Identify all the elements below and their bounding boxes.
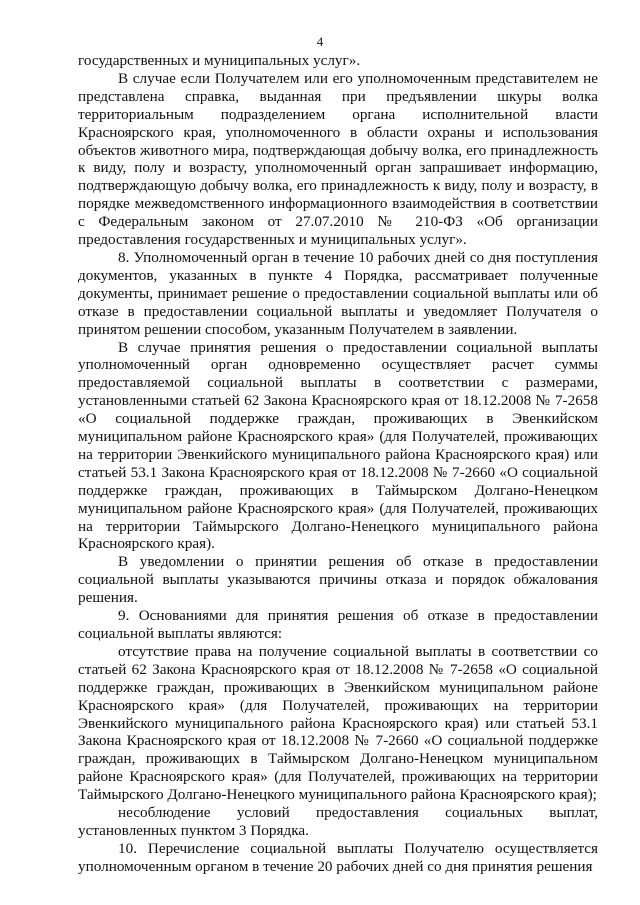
paragraph: отсутствие права на получение социальной выплаты в соответствии со статьей 62 Закона Красноярского края от 18.12.2008 № 7-2658 «О социальной поддержке граждан, проживающих в Эвенкийском муниципальном районе Красноярского края» (для Получателей, проживающих на территории Эвенкийского муниципального района Красноярского края) или статьей 53.1 Закона Красноярского края от 18.12.2008 № 7-2660 «О социальной поддержке граждан, проживающих в Таймырском Долгано-Ненецком муниципальном районе Красноярского края» (для Получателей, проживающих на территории Таймырского Долгано-Ненецкого муниципального района Красноярского края); bbox=[78, 642, 598, 804]
paragraph: 10. Перечисление социальной выплаты Получателю осуществляется уполномоченным органом в течение 20 рабочих дней со дня принятия решения bbox=[78, 839, 598, 875]
paragraph: В случае принятия решения о предоставлении социальной выплаты уполномоченный орган одновременно осуществляет расчет суммы предоставляемой социальной выплаты в соответствии с размерами, установленными статьей 62 Закона Красноярского края от 18.12.2008 № 7-2658 «О социальной поддержке граждан, проживающих в Эвенкийском муниципальном районе Красноярского края» (для Получателей, проживающих на территории Эвенкийского муниципального района Красноярского края) или статьей 53.1 Закона Красноярского края от 18.12.2008 № 7-2660 «О социальной поддержке граждан, проживающих в Таймырском Долгано-Ненецком муниципальном районе Красноярского края» (для Получателей, проживающих на территории Таймырского Долгано-Ненецкого муниципального района Красноярского края). bbox=[78, 338, 598, 553]
paragraph: несоблюдение условий предоставления социальных выплат, установленных пунктом 3 Порядка. bbox=[78, 804, 598, 839]
paragraph: В случае если Получателем или его уполномоченным представителем не представлена справка, выданная при предъявлении шкуры волка территориальным подразделением органа исполнительной власти Красноярского края, уполномоченного в области охраны и использования объектов животного мира, подтверждающая добычу волка, его принадлежность к виду, полу и возрасту, уполномоченный орган запрашивает информацию, подтверждающую добычу волка, его принадлежность к виду, полу и возрасту, в порядке межведомственного информационного взаимодействия в соответствии с Федеральным законом от 27.07.2010 № 210-ФЗ «Об организации предоставления государственных и муниципальных услуг». bbox=[78, 69, 598, 249]
paragraph: государственных и муниципальных услуг». bbox=[78, 52, 361, 69]
paragraph: В уведомлении о принятии решения об отказе в предоставлении социальной выплаты указываются причины отказа и порядок обжалования решения. bbox=[78, 553, 598, 607]
document-body bbox=[78, 52, 598, 876]
page-number: 4 bbox=[316, 34, 324, 49]
paragraph: 9. Основаниями для принятия решения об отказе в предоставлении социальной выплаты являются: bbox=[78, 607, 598, 642]
paragraph: 8. Уполномоченный орган в течение 10 рабочих дней со дня поступления документов, указанных в пункте 4 Порядка, рассматривает полученные документы, принимает решение о предоставлении социальной выплаты или об отказе в предоставлении социальной выплаты и уведомляет Получателя о принятом решении способом, указанным Получателем в заявлении. bbox=[78, 248, 598, 338]
